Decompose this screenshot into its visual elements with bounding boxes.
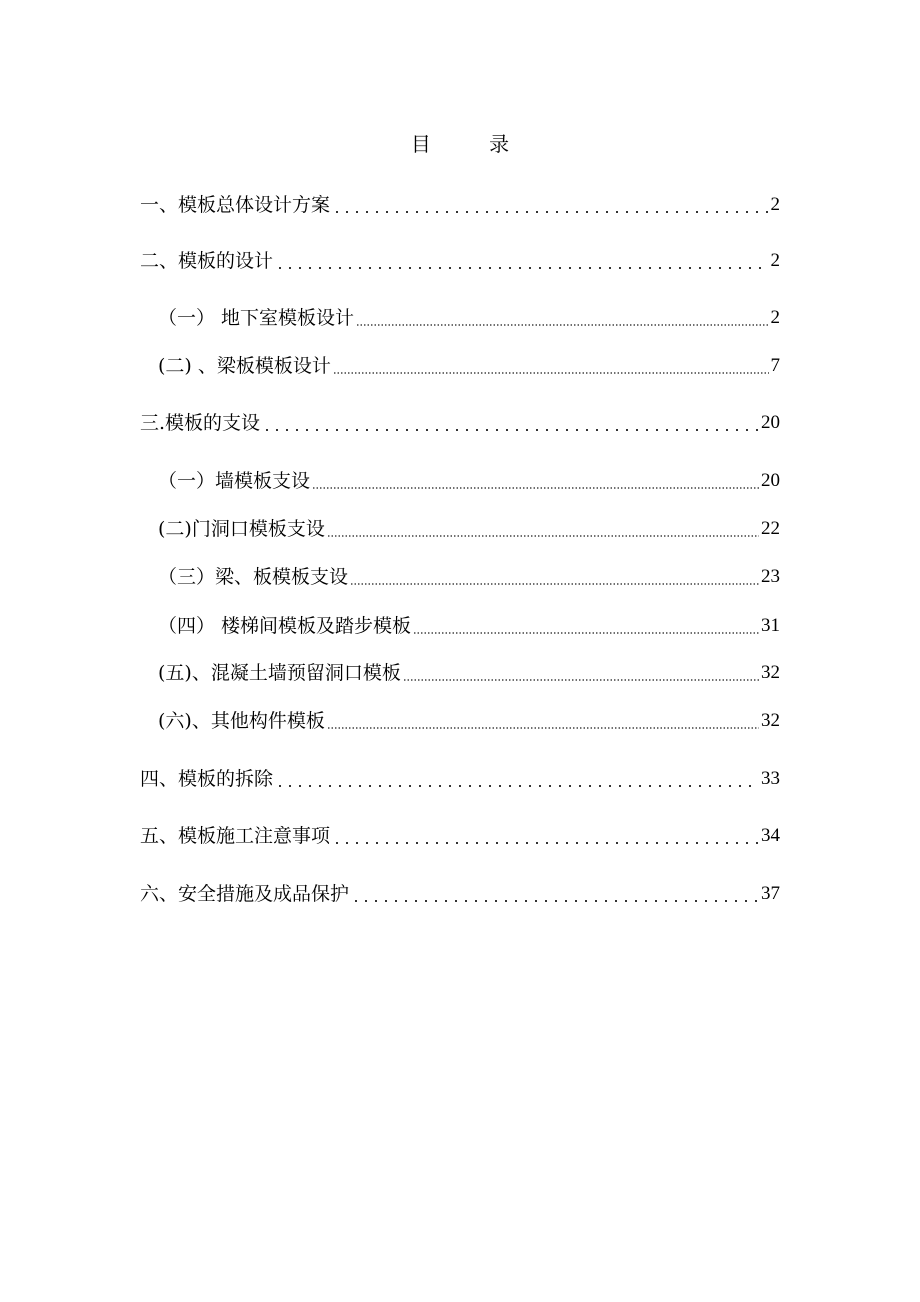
- toc-dot-leader: [275, 764, 759, 794]
- toc-dot-leader: [350, 562, 759, 592]
- toc-entry[interactable]: [140, 879, 780, 909]
- toc-dot-leader: [333, 351, 769, 381]
- toc-entry-label: 一、模板总体设计方案: [140, 194, 331, 216]
- toc-entry-page: 33: [761, 768, 780, 789]
- toc-entry-page: 37: [761, 883, 780, 904]
- toc-entry-page: 34: [761, 825, 780, 846]
- toc-entry[interactable]: [140, 821, 780, 851]
- toc-dot-leader: [332, 821, 759, 851]
- toc-entry-page: 32: [761, 710, 780, 731]
- toc-entry-label: 五、模板施工注意事项: [140, 825, 331, 847]
- toc-entry-page: 2: [770, 250, 780, 271]
- toc-entry-label: （一） 地下室模板设计: [158, 307, 355, 329]
- toc-dot-leader: [312, 466, 759, 496]
- toc-entry[interactable]: [158, 658, 780, 688]
- toc-entry-label: (二)门洞口模板支设: [158, 518, 325, 540]
- toc-entry-label: （四） 楼梯间模板及踏步模板: [158, 615, 412, 637]
- toc-entry[interactable]: [158, 466, 780, 496]
- toc-dot-leader: [327, 514, 759, 544]
- toc-title: 目 录: [410, 132, 536, 156]
- toc-entry-page: 32: [761, 662, 780, 683]
- toc-dot-leader: [327, 706, 759, 736]
- toc-dot-leader: [351, 879, 759, 909]
- toc-entry-label: （三）梁、板模板支设: [158, 566, 349, 588]
- toc-entry-label: 四、模板的拆除: [140, 768, 274, 790]
- toc-entry-page: 2: [770, 307, 780, 328]
- toc-dot-leader: [356, 303, 768, 333]
- toc-dot-leader: [262, 408, 759, 438]
- toc-entry-label: 六、安全措施及成品保护: [140, 883, 350, 905]
- toc-entry-page: 2: [770, 194, 780, 215]
- toc-entry[interactable]: [158, 351, 780, 381]
- toc-entry-label: (二) 、梁板模板设计: [158, 355, 331, 377]
- toc-entry-label: (六)、其他构件模板: [158, 710, 325, 732]
- toc-entry-label: （一）墙模板支设: [158, 470, 311, 492]
- toc-entry-label: 三.模板的支设: [140, 412, 261, 434]
- toc-entry[interactable]: [140, 246, 780, 276]
- toc-entry[interactable]: [140, 190, 780, 220]
- toc-entry-page: 31: [761, 615, 780, 636]
- toc-entry[interactable]: [158, 303, 780, 333]
- toc-entry[interactable]: [158, 562, 780, 592]
- toc-entry-label: (五)、混凝土墙预留洞口模板: [158, 662, 401, 684]
- toc-entry-page: 7: [770, 355, 780, 376]
- toc-dot-leader: [275, 246, 768, 276]
- toc-entry[interactable]: [158, 611, 780, 641]
- toc-entry[interactable]: [140, 408, 780, 438]
- toc-dot-leader: [332, 190, 768, 220]
- toc-dot-leader: [413, 611, 759, 641]
- toc-entry-page: 23: [761, 566, 780, 587]
- toc-entry-page: 20: [761, 470, 780, 491]
- toc-entry[interactable]: [158, 514, 780, 544]
- toc-entry[interactable]: [158, 706, 780, 736]
- toc-dot-leader: [403, 658, 759, 688]
- toc-entry-page: 20: [761, 412, 780, 433]
- toc-entry-label: 二、模板的设计: [140, 250, 274, 272]
- toc-entry[interactable]: [140, 764, 780, 794]
- toc-entry-page: 22: [761, 518, 780, 539]
